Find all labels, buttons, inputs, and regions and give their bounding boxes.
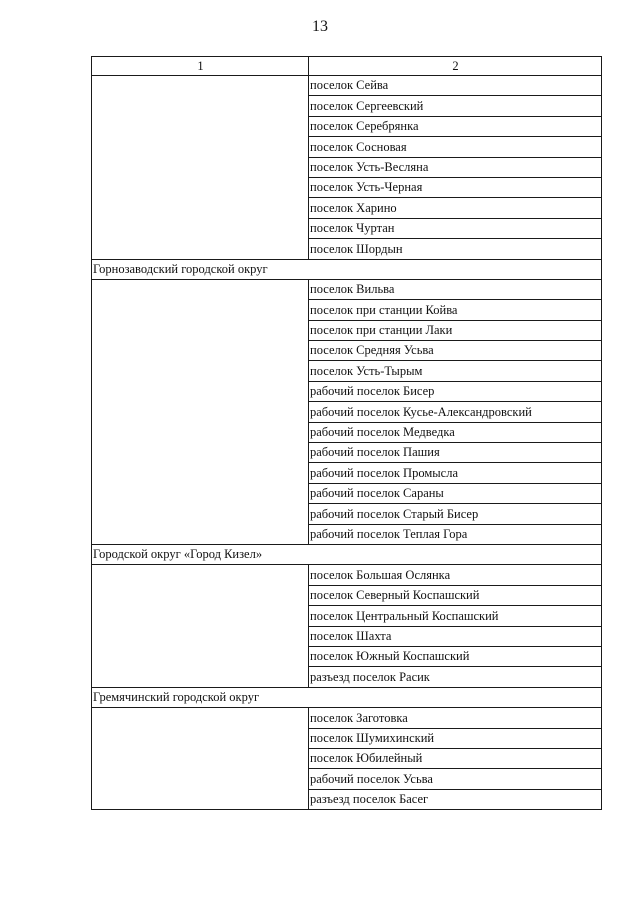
settlement-name: поселок Сосновая — [309, 137, 602, 157]
settlement-name: рабочий поселок Медведка — [309, 422, 602, 442]
settlement-name: поселок Юбилейный — [309, 748, 602, 768]
settlement-name: поселок Шордын — [309, 239, 602, 259]
column-header-2: 2 — [309, 57, 602, 76]
settlement-name: поселок Харино — [309, 198, 602, 218]
settlement-name: рабочий поселок Теплая Гора — [309, 524, 602, 544]
settlements-table — [91, 56, 602, 810]
settlement-name: поселок Заготовка — [309, 708, 602, 728]
settlement-name: поселок Шумихинский — [309, 728, 602, 748]
settlement-name: рабочий поселок Кусье-Александровский — [309, 402, 602, 422]
settlement-name: поселок Вильва — [309, 279, 602, 299]
settlement-name: поселок при станции Лаки — [309, 320, 602, 340]
settlement-name: рабочий поселок Пашия — [309, 443, 602, 463]
settlement-name: поселок Северный Коспашский — [309, 585, 602, 605]
settlement-name: поселок Усть-Весляна — [309, 157, 602, 177]
group-header-row — [92, 544, 602, 564]
table-header — [92, 57, 602, 76]
table-row — [92, 708, 602, 728]
settlement-name: поселок Центральный Коспашский — [309, 606, 602, 626]
column-header-1: 1 — [92, 57, 309, 76]
table-row — [92, 76, 602, 96]
group-header-row — [92, 687, 602, 707]
continuation-empty-cell — [92, 76, 309, 260]
group-header-row — [92, 259, 602, 279]
group-1-empty-cell — [92, 565, 309, 687]
settlement-name: разъезд поселок Расик — [309, 667, 602, 687]
settlement-name: поселок при станции Койва — [309, 300, 602, 320]
settlement-name: рабочий поселок Старый Бисер — [309, 504, 602, 524]
settlement-name: поселок Усть-Тырым — [309, 361, 602, 381]
settlement-name: поселок Большая Ослянка — [309, 565, 602, 585]
settlement-name: поселок Южный Коспашский — [309, 646, 602, 666]
page-number: 13 — [312, 18, 328, 35]
settlement-name: поселок Средняя Усьва — [309, 341, 602, 361]
settlement-name: поселок Чуртан — [309, 218, 602, 238]
settlement-name: рабочий поселок Промысла — [309, 463, 602, 483]
municipality-title: Городской округ «Город Кизел» — [92, 544, 602, 564]
municipality-title: Гремячинский городской округ — [92, 687, 602, 707]
group-2-empty-cell — [92, 708, 309, 810]
table-row — [92, 279, 602, 299]
settlement-name: поселок Сейва — [309, 76, 602, 96]
settlement-name: рабочий поселок Бисер — [309, 381, 602, 401]
settlement-name: поселок Усть-Черная — [309, 177, 602, 197]
settlement-name: разъезд поселок Басег — [309, 789, 602, 809]
municipality-title: Горнозаводский городской округ — [92, 259, 602, 279]
group-0-empty-cell — [92, 279, 309, 544]
header-row — [92, 57, 602, 76]
settlement-name: рабочий поселок Сараны — [309, 483, 602, 503]
table-row — [92, 565, 602, 585]
settlement-name: рабочий поселок Усьва — [309, 769, 602, 789]
table-body — [92, 76, 602, 810]
settlement-name: поселок Шахта — [309, 626, 602, 646]
settlement-name: поселок Сергеевский — [309, 96, 602, 116]
settlement-name: поселок Серебрянка — [309, 116, 602, 136]
